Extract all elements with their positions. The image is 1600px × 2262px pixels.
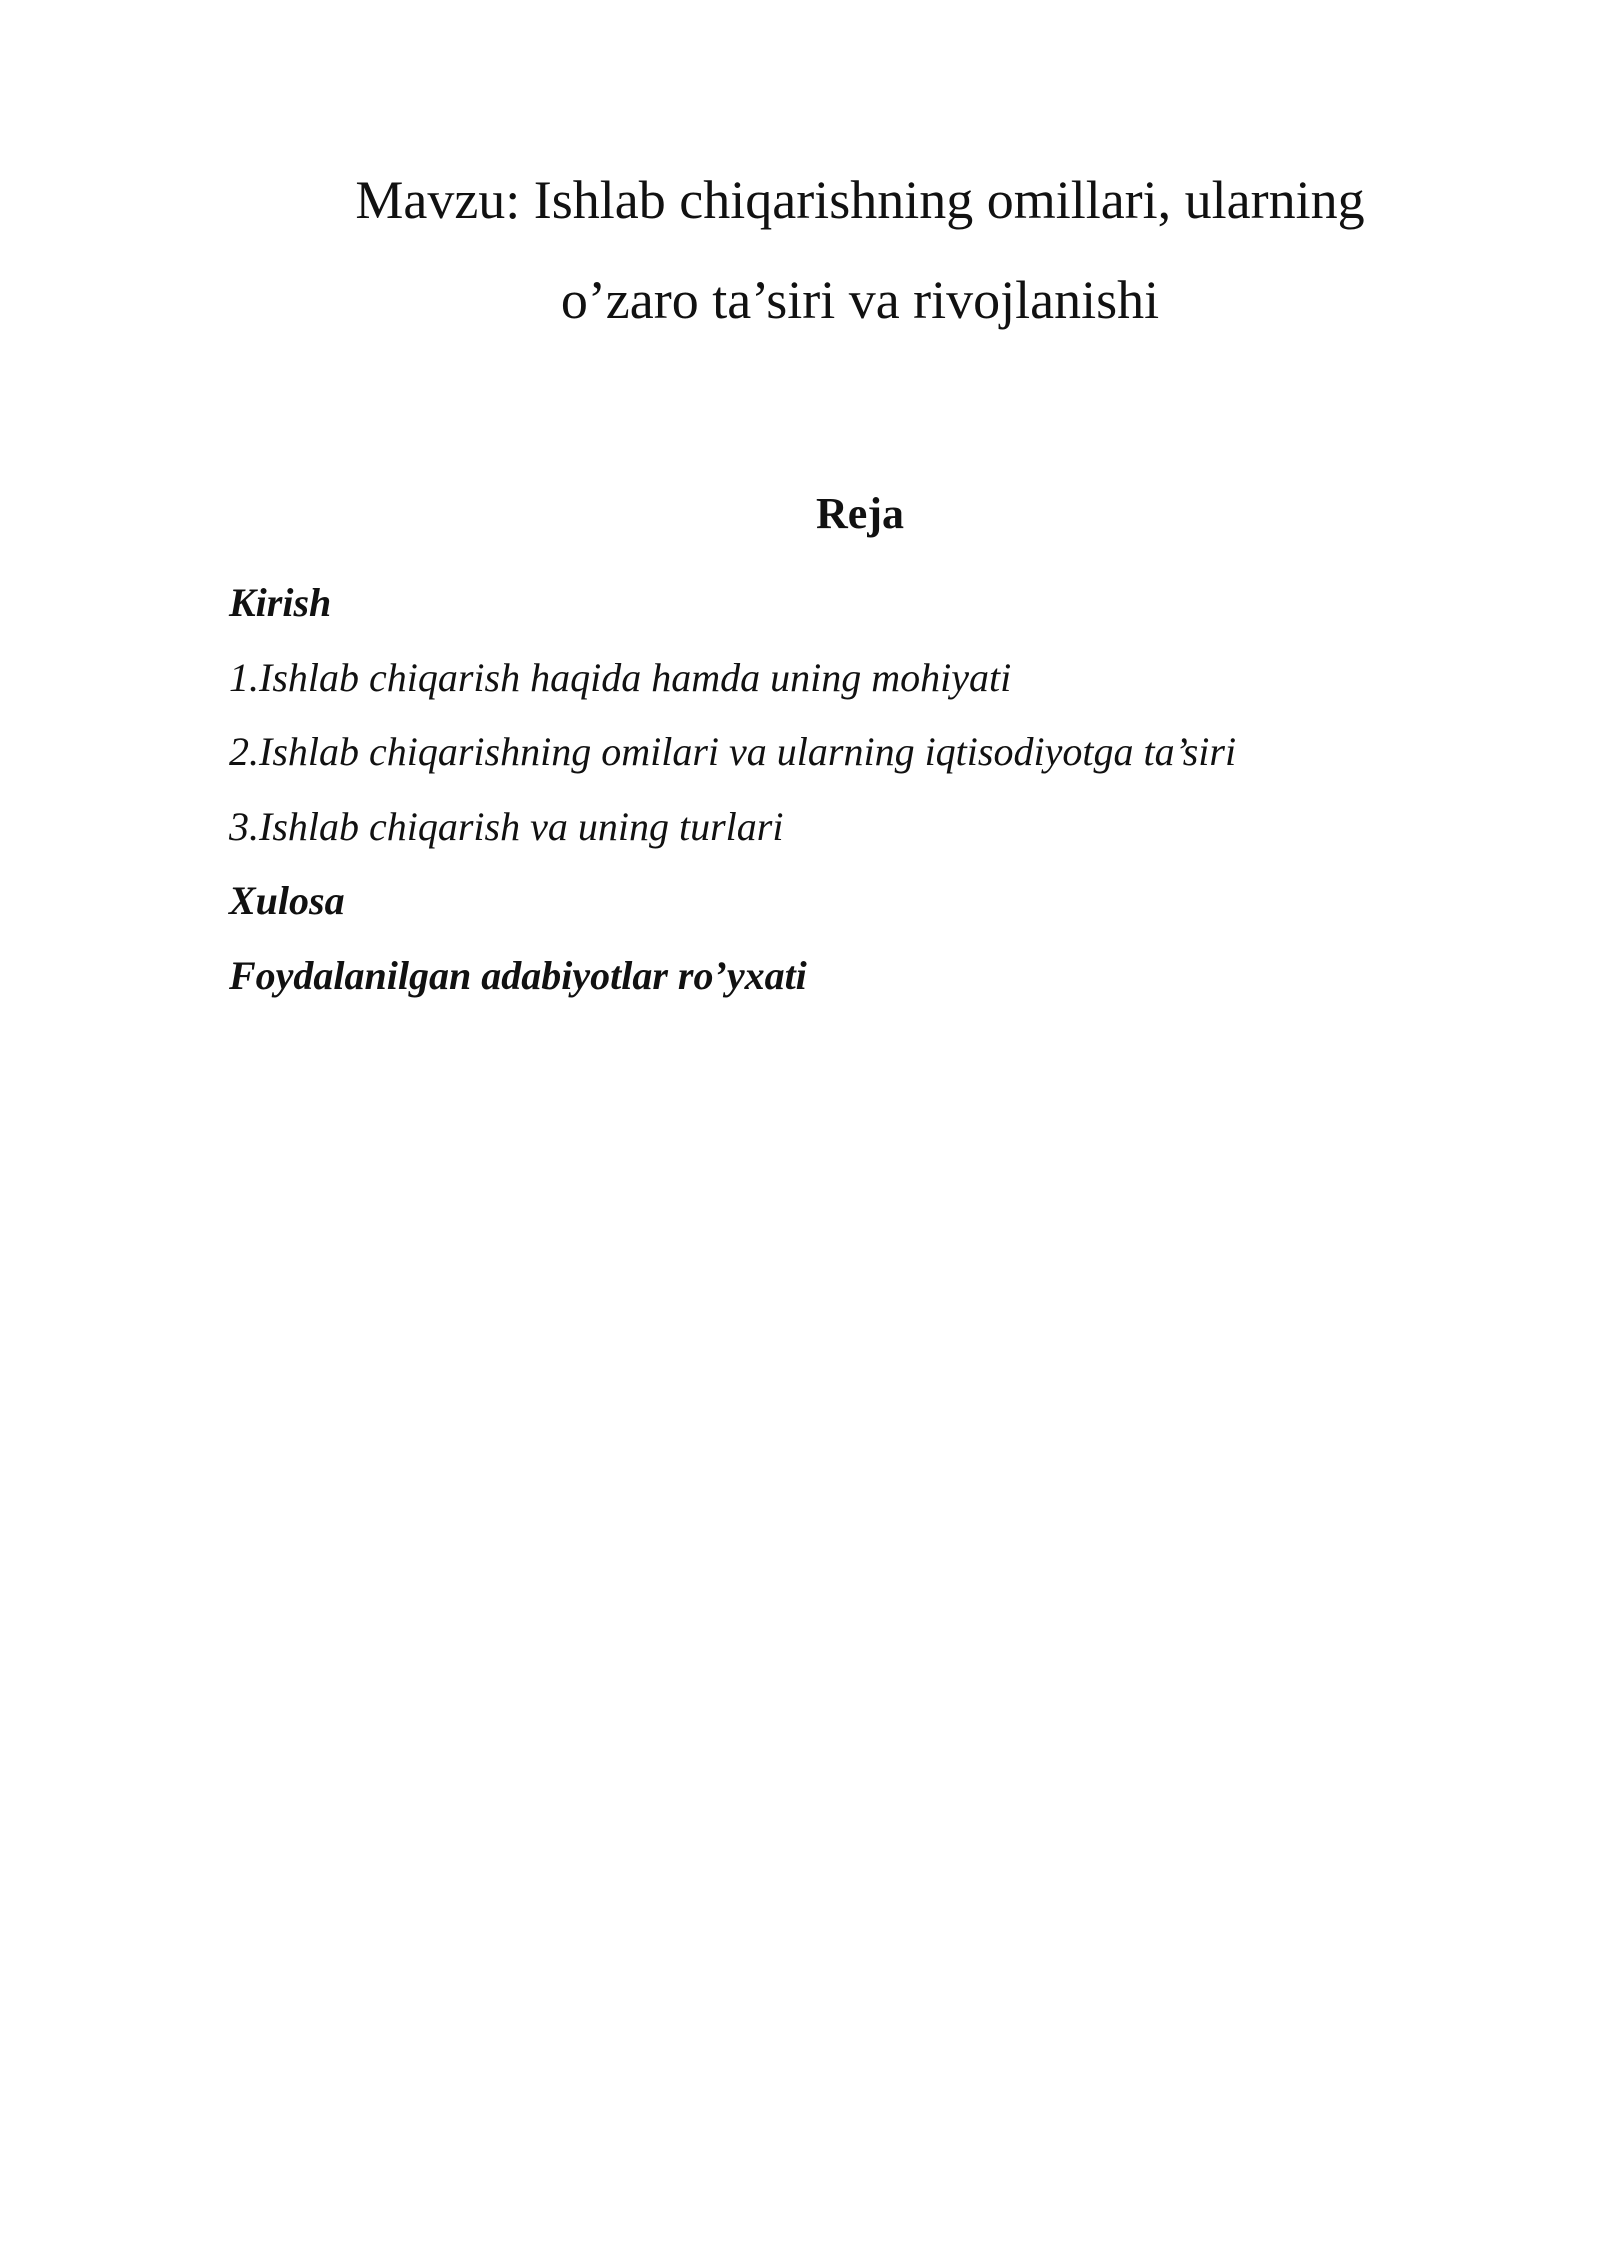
plan-item-3: 3.Ishlab chiqarish va uning turlari <box>229 803 784 849</box>
plan-item-1: 1.Ishlab chiqarish haqida hamda uning mohiyati <box>229 654 1012 700</box>
plan-item-intro: Kirish <box>229 580 332 625</box>
plan-heading: Reja <box>816 489 904 538</box>
title-line-2: o’zaro ta’siri va rivojlanishi <box>560 270 1160 330</box>
document-title <box>230 150 1490 350</box>
plan-item-references: Foydalanilgan adabiyotlar ro’yxati <box>229 952 807 998</box>
title-line-1: Mavzu: Ishlab chiqarishning omillari, ularning <box>355 170 1365 230</box>
plan-item-2: 2.Ishlab chiqarishning omilari va ularning iqtisodiyotga ta’siri <box>229 729 1237 774</box>
plan-item-conclusion: Xulosa <box>229 878 345 923</box>
plan-list <box>229 566 1236 1013</box>
